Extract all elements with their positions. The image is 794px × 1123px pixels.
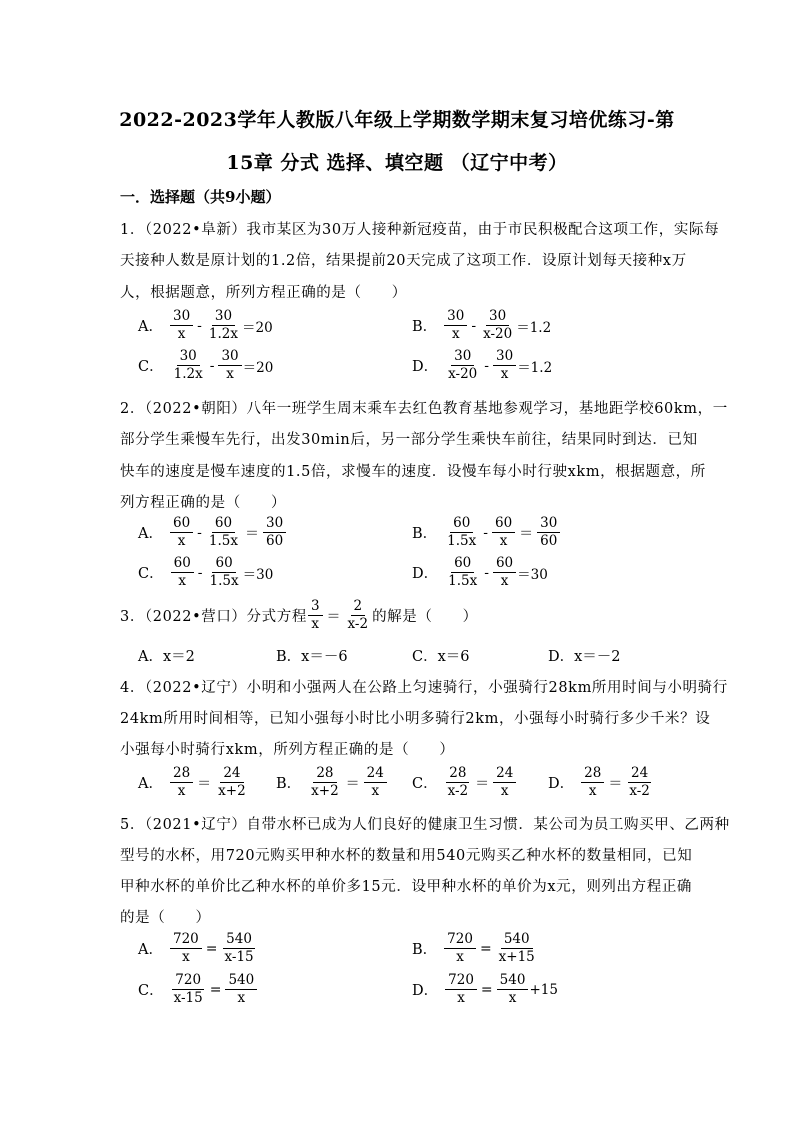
numerator: 2 (351, 598, 366, 616)
option-label: D． (412, 566, 439, 582)
q3-option-c[interactable]: C．x＝6 (412, 649, 470, 665)
option-label: D． (548, 776, 575, 792)
q5-text-line-4: 的是（ ） (120, 910, 211, 926)
numerator: 30 (212, 308, 235, 326)
option-label: A． (138, 526, 163, 542)
denominator: x (182, 949, 190, 965)
numerator: 540 (223, 931, 255, 949)
numerator: 540 (497, 972, 529, 990)
fraction (218, 348, 241, 383)
fraction (497, 972, 529, 1007)
fraction (493, 765, 516, 800)
option-label: B． (276, 776, 302, 792)
denominator: x-2 (447, 783, 469, 799)
denominator: x-2 (629, 783, 650, 799)
equals-sign: ＝ (197, 775, 212, 792)
numerator: 24 (628, 765, 651, 783)
fraction (444, 308, 467, 343)
operator: - (483, 524, 488, 541)
fraction (263, 515, 286, 550)
q1-option-c[interactable] (138, 348, 273, 383)
option-label: D． (412, 983, 439, 999)
q5-text-line-3: 甲种水杯的单价比乙种水杯的单价多15元．设甲种水杯的单价为x元，则列出方程正确 (120, 879, 693, 895)
denominator: x+15 (498, 949, 535, 965)
fraction (171, 348, 206, 383)
fraction (364, 765, 387, 800)
q4-text-line-1: 4．（2022•辽宁）小明和小强两人在公路上匀速骑行，小强骑行28km所用时间与小明骑行 (120, 680, 728, 696)
fraction (308, 765, 342, 800)
fraction (444, 931, 476, 966)
denominator: 1.5x (209, 573, 239, 589)
equals-sign: = (479, 940, 492, 957)
q3-suffix: 的解是（ ） (372, 609, 478, 625)
numerator: 24 (364, 765, 387, 783)
operator: - (209, 357, 215, 374)
denominator: x (456, 949, 464, 965)
option-label: A． (138, 776, 163, 792)
denominator: x (226, 366, 234, 382)
equals-sign: ＝ (345, 775, 360, 792)
numerator: 60 (450, 515, 473, 533)
denominator: 1.5x (447, 533, 477, 549)
fraction (308, 598, 323, 633)
denominator: x (499, 533, 508, 549)
fraction (170, 308, 193, 343)
q4-option-b[interactable] (276, 765, 388, 800)
denominator: x-20 (483, 326, 513, 342)
numerator: 24 (220, 765, 243, 783)
numerator: 30 (263, 515, 286, 533)
fraction (206, 308, 241, 343)
q3-prefix: 3．（2022•营口）分式方程 (120, 609, 307, 625)
denominator: x (177, 533, 186, 549)
denominator: x-2 (347, 616, 369, 632)
denominator: x (500, 573, 509, 589)
numerator: 30 (493, 348, 516, 366)
denominator: x (371, 783, 380, 799)
option-label: A． (138, 319, 163, 335)
numerator: 30 (177, 348, 200, 366)
denominator: x (500, 366, 509, 382)
numerator: 60 (170, 515, 193, 533)
q2-text-line-2: 部分学生乘慢车先行，出发30min后，另一部分学生乘快车前往，结果同时到达．已知 (120, 432, 698, 448)
fraction (493, 348, 516, 383)
option-label: C． (138, 983, 164, 999)
denominator: 1.5x (448, 573, 478, 589)
fraction (345, 598, 372, 633)
equals-sign: ＝ (245, 525, 259, 542)
numerator: 720 (170, 931, 202, 949)
option-label: C． (138, 566, 164, 582)
right-hand-side: ＝30 (517, 566, 548, 583)
option-label: B． (412, 526, 438, 542)
equals-sign: = (205, 940, 218, 957)
denominator: x-15 (173, 990, 203, 1006)
right-hand-side: ＝20 (242, 319, 273, 336)
q2-text-line-4: 列方程正确的是（ ） (120, 495, 287, 511)
fraction (170, 765, 193, 800)
operator: - (197, 524, 202, 541)
q4-text-line-3: 小强每小时骑行xkm，所列方程正确的是（ ） (120, 742, 455, 758)
q2-option-c[interactable] (138, 555, 273, 590)
fraction (171, 972, 206, 1007)
q3-option-a[interactable]: A．x＝2 (138, 649, 195, 665)
numerator: 30 (486, 308, 509, 326)
q1-text-line-1: 1．（2022•阜新）我市某区为30万人接种新冠疫苗，由于市民积极配合这项工作，实际每 (120, 222, 720, 238)
q5-option-b[interactable] (412, 931, 539, 966)
fraction (207, 555, 242, 590)
denominator: x (237, 990, 246, 1006)
denominator: x (588, 783, 597, 799)
numerator: 30 (451, 348, 474, 366)
option-label: C． (412, 776, 438, 792)
fraction (170, 515, 193, 550)
numerator: 30 (444, 308, 467, 326)
q2-option-b[interactable] (412, 515, 561, 550)
operator: - (197, 317, 202, 334)
numerator: 24 (493, 765, 516, 783)
numerator: 28 (170, 765, 193, 783)
denominator: x-20 (448, 366, 478, 382)
fraction (206, 515, 241, 550)
numerator: 720 (172, 972, 204, 990)
q1-text-line-2: 天接种人数是原计划的1.2倍，结果提前20天完成了这项工作．设原计划每天接种x万 (120, 253, 687, 269)
fraction (445, 765, 472, 800)
equals-sign: ＝ (608, 775, 623, 792)
q5-option-c[interactable] (138, 972, 258, 1007)
q4-option-d[interactable] (548, 765, 654, 800)
numerator: 60 (212, 515, 235, 533)
q2-option-d[interactable] (412, 555, 548, 590)
document-title-line-1: 2022-2023学年人教版八年级上学期数学期末复习培优练习-第 (119, 109, 675, 131)
numerator: 30 (537, 515, 560, 533)
denominator: x (508, 990, 517, 1006)
numerator: 540 (501, 931, 533, 949)
denominator: x (178, 573, 187, 589)
fraction (480, 308, 515, 343)
denominator: 1.5x (208, 533, 238, 549)
q3-text (120, 598, 478, 633)
right-hand-side: ＝1.2 (516, 319, 552, 336)
fraction (171, 555, 194, 590)
q5-option-d[interactable] (412, 972, 558, 1007)
option-label: B． (412, 319, 438, 335)
numerator: 28 (313, 765, 336, 783)
fraction (492, 515, 515, 550)
fraction (581, 765, 604, 800)
numerator: 720 (444, 931, 476, 949)
section-heading: 一．选择题（共9小题） (120, 188, 281, 206)
fraction (496, 931, 538, 966)
operator: - (197, 564, 203, 581)
q5-text-line-1: 5．（2021•辽宁）自带水杯已成为人们良好的健康卫生习惯．某公司为员工购买甲、乙两种 (120, 817, 730, 833)
denominator: x (177, 783, 186, 799)
numerator: 60 (493, 555, 516, 573)
q4-text-line-2: 24km所用时间相等，已知小强每小时比小明多骑行2km，小强每小时骑行多少千米？设 (120, 711, 711, 727)
option-label: B． (412, 942, 438, 958)
denominator: 60 (540, 533, 558, 549)
operator: - (471, 317, 477, 334)
q3-option-b[interactable]: B．x＝－6 (276, 649, 348, 665)
denominator: x (500, 783, 509, 799)
denominator: 1.2x (173, 366, 203, 382)
equals-sign: ＝ (475, 775, 490, 792)
q4-option-c[interactable] (412, 765, 517, 800)
equals-sign: = (209, 981, 222, 998)
denominator: x (457, 990, 465, 1006)
equals-sign: = (480, 981, 493, 998)
numerator: 30 (218, 348, 241, 366)
numerator: 60 (492, 515, 515, 533)
option-label: D． (412, 359, 439, 375)
numerator: 720 (445, 972, 477, 990)
fraction (170, 931, 202, 966)
equals-sign: ＝ (519, 525, 534, 542)
operator: - (484, 357, 489, 374)
fraction (445, 348, 480, 383)
q5-text-line-2: 型号的水杯，用720元购买甲种水杯的数量和用540元购买乙种水杯的数量相同，已知 (120, 848, 693, 864)
fraction (537, 515, 560, 550)
fraction (445, 555, 480, 590)
q4-option-a[interactable] (138, 765, 250, 800)
q1-text-line-3: 人，根据题意，所列方程正确的是（ ） (120, 285, 407, 301)
q5-option-a[interactable] (138, 931, 258, 966)
numerator: 3 (308, 598, 323, 616)
denominator: 1.2x (208, 326, 238, 342)
q1-option-a[interactable] (138, 308, 273, 343)
q2-text-line-3: 快车的速度是慢车速度的1.5倍，求慢车的速度．设慢车每小时行驶xkm，根据题意，所 (120, 464, 706, 480)
numerator: 60 (171, 555, 194, 573)
q2-text-line-1: 2．（2022•朝阳）八年一班学生周末乘车去红色教育基地参观学习，基地距学校60km，一 (120, 401, 728, 417)
fraction (626, 765, 653, 800)
numerator: 28 (446, 765, 469, 783)
fraction (215, 765, 249, 800)
q1-option-d[interactable] (412, 348, 552, 383)
numerator: 60 (212, 555, 235, 573)
numerator: 28 (581, 765, 604, 783)
equals-sign: ＝ (326, 608, 341, 625)
document-title-line-2: 15章 分式 选择、填空题 （辽宁中考） (226, 152, 568, 174)
q2-option-a[interactable] (138, 515, 287, 550)
right-hand-side: ＝20 (242, 359, 274, 376)
numerator: 540 (225, 972, 257, 990)
denominator: 60 (266, 533, 284, 549)
fraction (493, 555, 516, 590)
operator: - (484, 564, 489, 581)
option-label: A． (138, 942, 163, 958)
right-hand-side: ＝30 (242, 566, 274, 583)
option-label: C． (138, 359, 164, 375)
denominator: x+2 (218, 783, 246, 799)
fraction (445, 972, 477, 1007)
right-hand-side: +15 (529, 981, 558, 998)
fraction (222, 931, 257, 966)
fraction (444, 515, 479, 550)
right-hand-side: ＝1.2 (517, 359, 553, 376)
q3-option-d[interactable]: D．x＝－2 (548, 649, 621, 665)
numerator: 30 (170, 308, 193, 326)
numerator: 60 (451, 555, 474, 573)
denominator: x (311, 616, 320, 632)
denominator: x-15 (224, 949, 254, 965)
q1-option-b[interactable] (412, 308, 551, 343)
denominator: x+2 (311, 783, 339, 799)
fraction (225, 972, 257, 1007)
denominator: x (177, 326, 186, 342)
denominator: x (451, 326, 460, 342)
